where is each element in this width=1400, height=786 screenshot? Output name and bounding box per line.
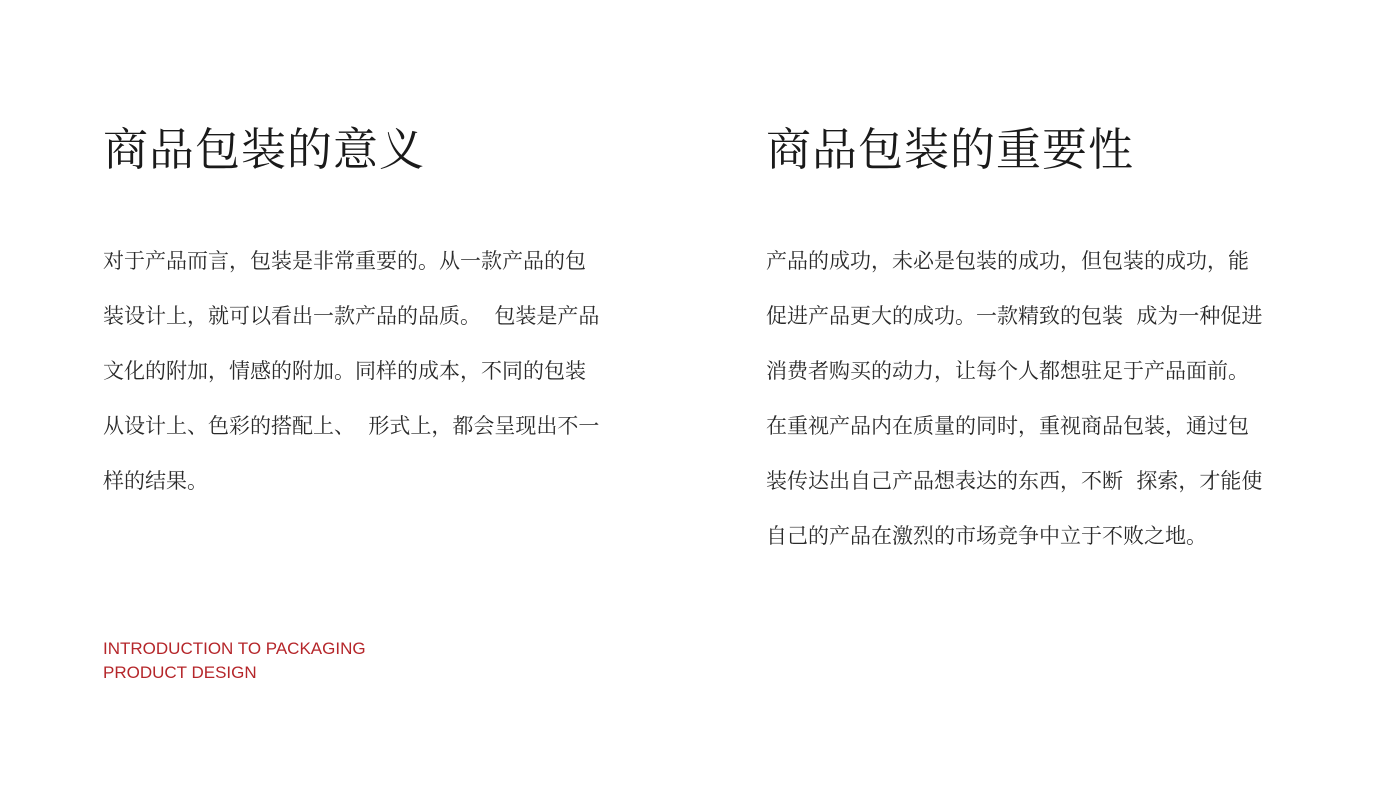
meaning-line: 装设计上，就可以看出一款产品的品质。 包装是产品 bbox=[103, 304, 600, 328]
importance-line: 促进产品更大的成功。一款精致的包装 成为一种促进 bbox=[766, 304, 1263, 328]
importance-line: 在重视产品内在质量的同时，重视商品包装，通过包 bbox=[766, 414, 1249, 438]
english-subtitle-line-1: INTRODUCTION TO PACKAGING bbox=[103, 639, 366, 658]
importance-line: 自己的产品在激烈的市场竞争中立于不败之地。 bbox=[766, 524, 1207, 548]
importance-line: 产品的成功，未必是包装的成功，但包装的成功，能 bbox=[766, 249, 1249, 273]
meaning-line: 文化的附加，情感的附加。同样的成本，不同的包装 bbox=[103, 359, 586, 383]
meaning-line: 从设计上、色彩的搭配上、 形式上，都会呈现出不一 bbox=[103, 414, 600, 438]
importance-line: 装传达出自己产品想表达的东西，不断 探索，才能使 bbox=[766, 469, 1263, 493]
importance-line: 消费者购买的动力，让每个人都想驻足于产品面前。 bbox=[766, 359, 1249, 383]
meaning-heading: 商品包装的意义 bbox=[103, 123, 426, 176]
meaning-line: 样的结果。 bbox=[103, 469, 208, 493]
english-subtitle bbox=[103, 637, 366, 685]
meaning-line: 对于产品而言，包装是非常重要的。从一款产品的包 bbox=[103, 249, 586, 273]
importance-heading: 商品包装的重要性 bbox=[766, 123, 1135, 176]
importance-paragraph bbox=[766, 234, 1311, 564]
meaning-section bbox=[103, 120, 648, 509]
meaning-paragraph bbox=[103, 234, 648, 509]
english-subtitle-line-2: PRODUCT DESIGN bbox=[103, 663, 257, 682]
importance-section bbox=[766, 120, 1311, 564]
